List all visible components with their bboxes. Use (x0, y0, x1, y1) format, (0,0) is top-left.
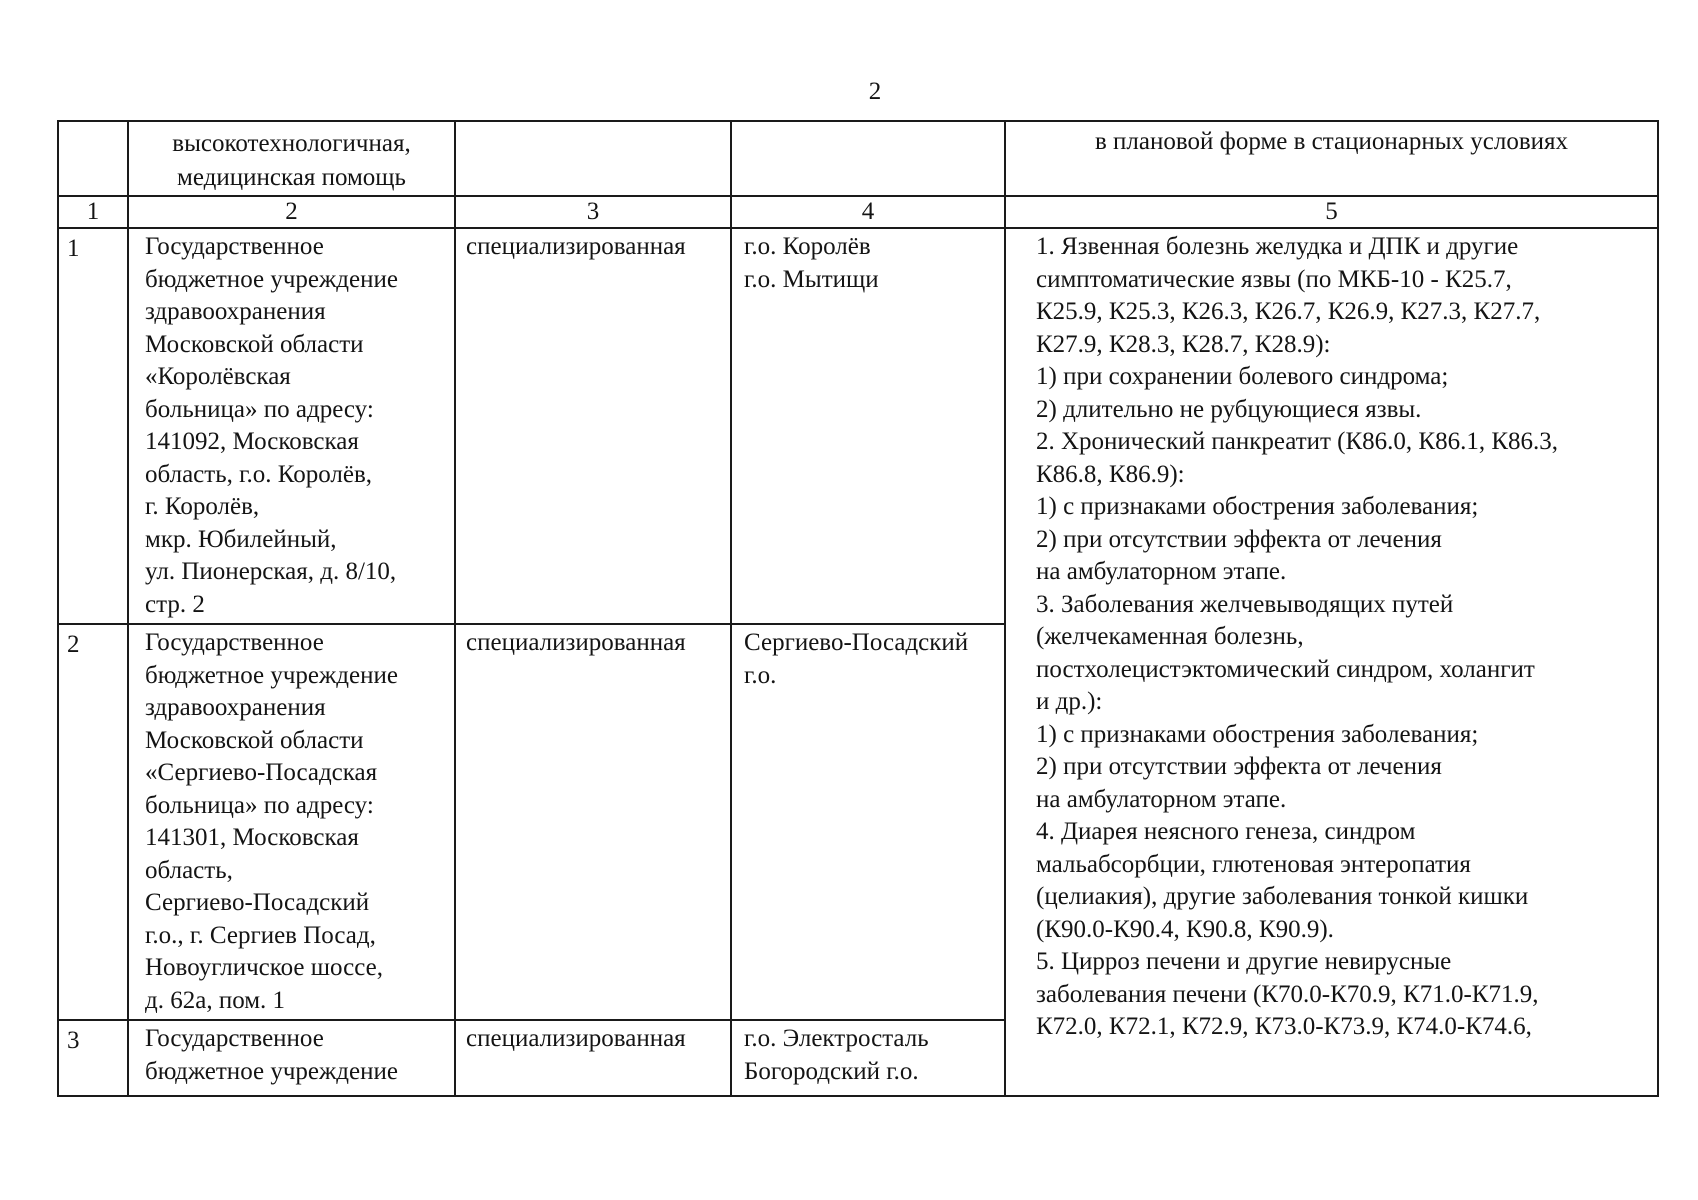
header-cell-5: в плановой форме в стационарных условиях (1005, 121, 1658, 196)
column-number: 5 (1005, 196, 1658, 228)
organization-line: Государственное (145, 233, 324, 260)
column-number: 4 (731, 196, 1005, 228)
condition-line: на амбулаторном этапе. (1036, 558, 1287, 585)
organization-line: бюджетное учреждение (145, 265, 398, 293)
organization-line: область, г.о. Королёв, (145, 460, 373, 488)
header-row (58, 121, 1658, 196)
organization-line: Московской области (145, 330, 364, 358)
care-type-cell: специализированная (455, 228, 731, 624)
column-number: 1 (58, 196, 128, 228)
condition-line: заболевания печени (К70.0-К70.9, К71.0-К71.9, (1036, 980, 1539, 1008)
header-cell-3 (455, 121, 731, 196)
organization-cell (128, 228, 455, 624)
organization-line: стр. 2 (145, 590, 205, 618)
row-number: 2 (58, 624, 128, 1020)
condition-line: (целиакия), другие заболевания тонкой кишки (1036, 883, 1529, 910)
service-area-line: Богородский г.о. (744, 1057, 919, 1085)
organization-line: бюджетное учреждение (145, 1057, 398, 1085)
condition-line: 1. Язвенная болезнь желудка и ДПК и другие (1036, 233, 1519, 260)
service-area-line: г.о. (744, 661, 777, 689)
condition-line: 2) при отсутствии эффекта от лечения (1036, 525, 1442, 553)
organization-line: 141092, Московская (145, 428, 359, 455)
organization-line: здравоохранения (145, 694, 326, 721)
care-type-cell: специализированная (455, 624, 731, 1020)
organization-line: г.о., г. Сергиев Посад, (145, 921, 376, 949)
condition-line: симптоматические язвы (по МКБ-10 - К25.7, (1036, 265, 1512, 293)
organization-line: Государственное (145, 629, 324, 656)
condition-line: 4. Диарея неясного генеза, синдром (1036, 818, 1416, 845)
conditions-cell (1005, 228, 1658, 1096)
condition-line: 2. Хронический панкреатит (К86.0, К86.1, К86.3, (1036, 428, 1559, 455)
service-area-cell (731, 228, 1005, 624)
organization-line: Сергиево-Посадский (145, 889, 370, 916)
condition-line: 1) с признаками обострения заболевания; (1036, 720, 1479, 748)
service-area-line: г.о. Королёв (744, 233, 871, 260)
organization-line: больница» по адресу: (145, 395, 374, 423)
row-number: 3 (58, 1020, 128, 1096)
header-col2-line: медицинская помощь (177, 164, 406, 191)
header-cell-1 (58, 121, 128, 196)
medical-care-table (57, 120, 1659, 1097)
condition-line: 2) при отсутствии эффекта от лечения (1036, 753, 1442, 780)
organization-line: Новоугличское шоссе, (145, 954, 383, 981)
organization-cell (128, 624, 455, 1020)
condition-line: 3. Заболевания желчевыводящих путей (1036, 590, 1454, 618)
row-number: 1 (58, 228, 128, 624)
organization-line: ул. Пионерская, д. 8/10, (145, 558, 397, 585)
condition-line: на амбулаторном этапе. (1036, 785, 1287, 813)
condition-line: и др.): (1036, 688, 1103, 715)
condition-line: К86.8, К86.9): (1036, 460, 1185, 488)
organization-line: область, (145, 856, 233, 884)
service-area-line: г.о. Электросталь (744, 1025, 929, 1052)
organization-line: здравоохранения (145, 298, 326, 325)
header-col2-line: высокотехнологичная, (172, 130, 411, 157)
care-type-cell: специализированная (455, 1020, 731, 1096)
organization-line: «Сергиево-Посадская (145, 759, 378, 786)
organization-line: «Королёвская (145, 363, 291, 390)
condition-line: постхолецистэктомический синдром, холангит (1036, 655, 1535, 683)
condition-line: мальабсорбции, глютеновая энтеропатия (1036, 850, 1471, 878)
header-cell-2 (128, 121, 455, 196)
service-area-line: г.о. Мытищи (744, 265, 879, 293)
organization-line: д. 62а, пом. 1 (145, 986, 286, 1014)
condition-line: 1) с признаками обострения заболевания; (1036, 493, 1479, 520)
service-area-cell (731, 1020, 1005, 1096)
condition-line: (желчекаменная болезнь, (1036, 623, 1304, 650)
table-row (58, 228, 1658, 624)
condition-line: (К90.0-К90.4, К90.8, К90.9). (1036, 915, 1334, 943)
condition-line: К25.9, К25.3, К26.3, К26.7, К26.9, К27.3, К27.7, (1036, 298, 1541, 325)
organization-line: 141301, Московская (145, 824, 359, 851)
header-cell-4 (731, 121, 1005, 196)
organization-line: Государственное (145, 1025, 324, 1052)
organization-line: бюджетное учреждение (145, 661, 398, 689)
organization-line: больница» по адресу: (145, 791, 374, 819)
organization-cell (128, 1020, 455, 1096)
organization-line: г. Королёв, (145, 493, 260, 520)
column-number: 2 (128, 196, 455, 228)
column-number-row (58, 196, 1658, 228)
column-number: 3 (455, 196, 731, 228)
condition-line: К27.9, К28.3, К28.7, К28.9): (1036, 330, 1331, 358)
condition-line: 2) длительно не рубцующиеся язвы. (1036, 395, 1422, 423)
organization-line: Московской области (145, 726, 364, 754)
condition-line: К72.0, К72.1, К72.9, К73.0-К73.9, К74.0-К74.6, (1036, 1013, 1532, 1040)
organization-line: мкр. Юбилейный, (145, 525, 337, 553)
service-area-cell (731, 624, 1005, 1020)
page-number: 2 (868, 78, 882, 105)
condition-line: 1) при сохранении болевого синдрома; (1036, 363, 1449, 390)
condition-line: 5. Цирроз печени и другие невирусные (1036, 948, 1452, 975)
service-area-line: Сергиево-Посадский (744, 629, 969, 656)
